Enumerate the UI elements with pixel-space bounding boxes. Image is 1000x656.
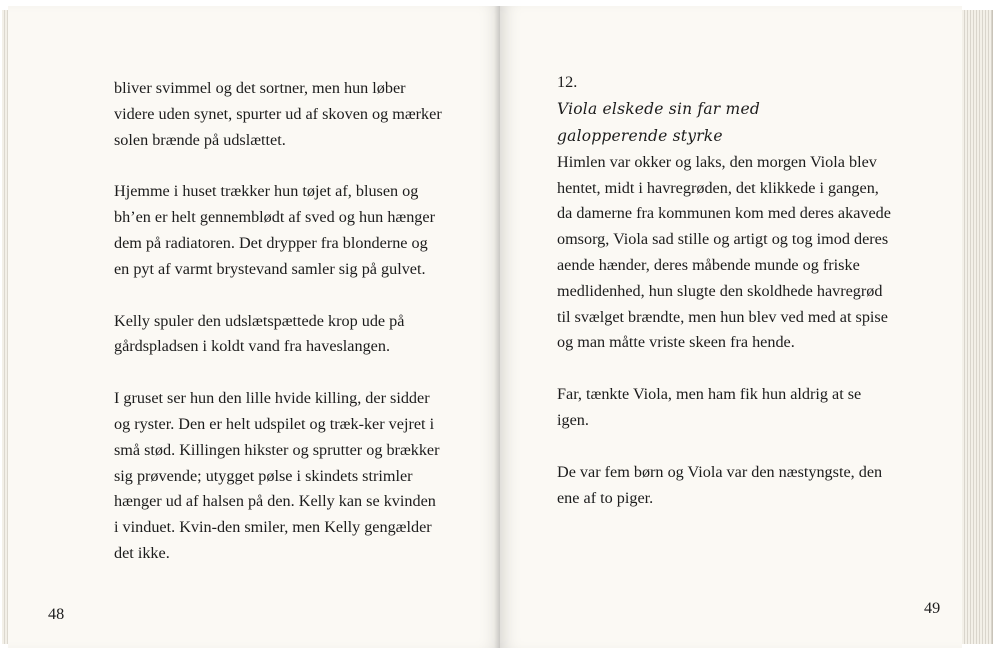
paragraph: Kelly spuler den udslætspættede krop ude på gårdspladsen i koldt vand fra haveslangen. xyxy=(114,311,405,356)
left-page-body xyxy=(114,76,444,567)
page-edges-right xyxy=(962,10,993,644)
right-page-body xyxy=(557,70,897,511)
chapter-number: 12. xyxy=(557,73,578,91)
chapter-title: Viola elskede sin far med galopperende styrke xyxy=(557,99,760,145)
paragraph: Himlen var okker og laks, den morgen Viola blev hentet, midt i havregrøden, det klikkede i gangen, da damerne fra kommunen kom med deres akavede omsorg, Viola sad stille og artigt og tog imod deres aende hænder, deres måbende munde og friske medlidenhed, hun slugte den skoldhede havregrød til svælget brændte, men hun blev ved med at spise og man måtte vriste skeen fra hende. xyxy=(557,152,891,352)
page-number-left: 48 xyxy=(48,605,65,623)
left-page xyxy=(8,6,500,648)
paragraph: I gruset ser hun den lille hvide killing, der sidder og ryster. Den er helt udspilet og træk-ker vejret i små stød. Killingen hikster og sprutter og brækker sig prøvende; utygget pølse i skindets strimler hænger ud af halsen på den. Kelly kan se kvinden i vinduet. Kvin-den smiler, men Kelly gengælder det ikke. xyxy=(114,389,440,562)
paragraph: Hjemme i huset trækker hun tøjet af, blusen og bh’en er helt gennemblødt af sved og hun hænger dem på radiatoren. Det drypper fra blonderne og en pyt af varmt brystevand samler sig på gulvet. xyxy=(114,182,435,278)
paragraph: bliver svimmel og det sortner, men hun løber videre uden synet, spurter ud af skoven og mærker solen brænde på udslættet. xyxy=(114,79,442,149)
paragraph: Far, tænkte Viola, men ham fik hun aldrig at se igen. xyxy=(557,385,862,429)
page-number-right: 49 xyxy=(924,599,941,617)
paragraph: De var fem børn og Viola var den næstyngste, den ene af to piger. xyxy=(557,462,883,507)
right-page xyxy=(500,6,962,648)
